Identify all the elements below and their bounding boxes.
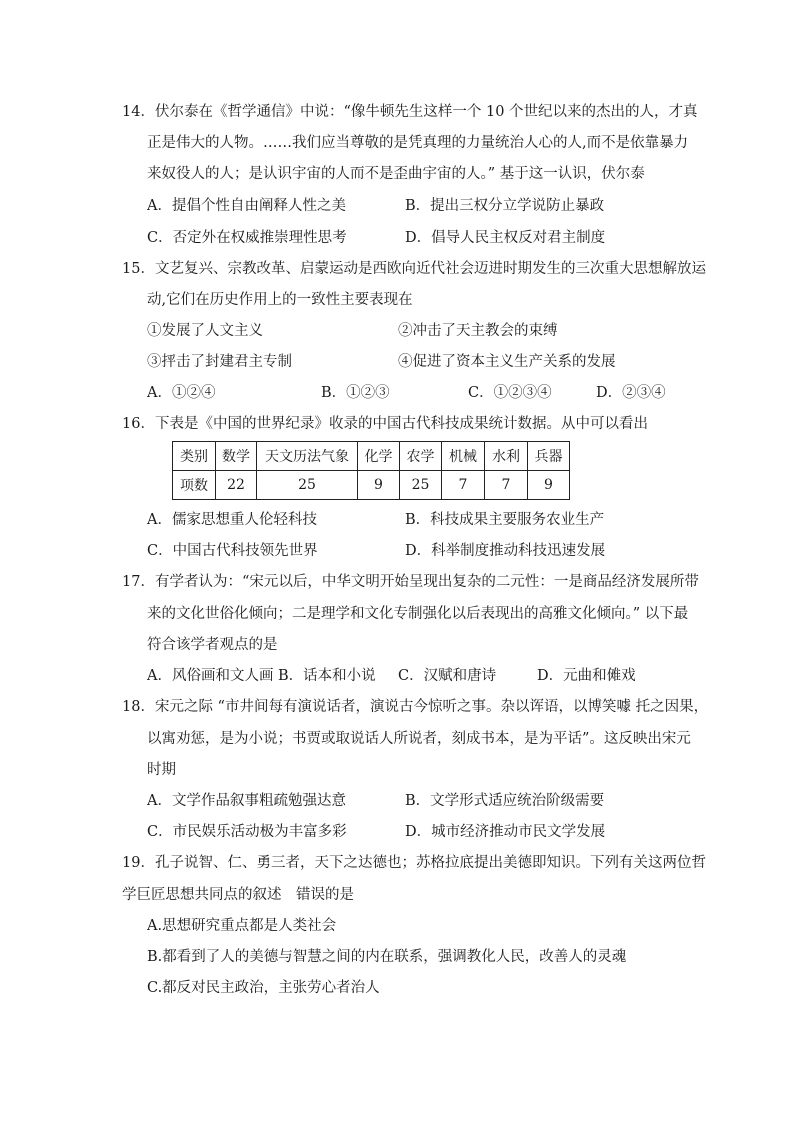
table-cell: 25	[257, 471, 358, 500]
q16-option-a: A．儒家思想重人伦轻科技	[147, 512, 317, 528]
table-header-cell: 数学	[216, 442, 257, 471]
q17-option-c: C．汉赋和唐诗	[398, 668, 497, 684]
q18-stem-line-2: 以寓劝惩，是为小说；书贾或取说话人所说者，刻成书本，是为平话”。这反映出宋元	[147, 731, 691, 747]
table-cell: 项数	[173, 471, 216, 500]
table-header-cell: 天文历法气象	[257, 442, 358, 471]
q19-option-b: B.都看到了人的美德与智慧之间的内在联系，强调教化人民，改善人的灵魂	[147, 949, 627, 965]
q19-stem-line-1: 19．孔子说智、仁、勇三者，天下之达德也；苏格拉底提出美德即知识。下列有关这两位哲	[122, 855, 706, 871]
q15-option-d: D．②③④	[596, 385, 666, 401]
table-header-cell: 化学	[358, 442, 400, 471]
table-header-cell: 农学	[400, 442, 442, 471]
q19-option-c: C.都反对民主政治，主张劳心者治人	[147, 980, 380, 996]
q19-stem-line-2: 学巨匠思想共同点的叙述 错误的是	[122, 887, 354, 903]
q17-stem-line-2: 来的文化世俗化倾向；二是理学和文化专制强化以后表现出的高雅文化倾向。” 以下最	[147, 606, 689, 622]
q16-option-c: C．中国古代科技领先世界	[147, 543, 318, 559]
table-header-cell: 机械	[442, 442, 485, 471]
table-header-cell: 类别	[173, 442, 216, 471]
q18-option-d: D．城市经济推动市民文学发展	[405, 824, 606, 840]
q17-option-b: B．话本和小说	[278, 668, 376, 684]
table-header-cell: 水利	[485, 442, 528, 471]
q15-stem-line-2: 动,它们在历史作用上的一致性主要表现在	[147, 292, 413, 308]
q15-statement-3: ③抨击了封建君主专制	[147, 354, 292, 370]
table-cell: 9	[528, 471, 570, 500]
table-cell: 7	[442, 471, 485, 500]
q17-option-d: D．元曲和傩戏	[537, 668, 636, 684]
table-cell: 22	[216, 471, 257, 500]
q14-option-a: A．提倡个性自由阐释人性之美	[147, 198, 346, 214]
q15-option-a: A．①②④	[147, 385, 216, 401]
q15-stem-line-1: 15．文艺复兴、宗教改革、启蒙运动是西欧向近代社会迈进时期发生的三次重大思想解放运	[122, 261, 706, 277]
q14-option-d: D．倡导人民主权反对君主制度	[405, 230, 606, 246]
q15-statement-4: ④促进了资本主义生产关系的发展	[398, 354, 616, 370]
table-cell: 7	[485, 471, 528, 500]
q14-option-b: B．提出三权分立学说防止暴政	[405, 198, 605, 214]
q14-option-c: C．否定外在权威推崇理性思考	[147, 230, 347, 246]
q17-option-a: A．风俗画和文人画	[147, 668, 274, 684]
q15-statement-1: ①发展了人文主义	[147, 323, 263, 339]
tech-stats-table	[172, 441, 570, 500]
table-row	[173, 471, 570, 500]
q14-stem-line-1: 14．伏尔泰在《哲学通信》中说：“像牛顿先生这样一个 10 个世纪以来的杰出的人，才真	[122, 104, 698, 120]
q15-option-b: B．①②③	[321, 385, 390, 401]
q14-stem-line-2: 正是伟大的人物。……我们应当尊敬的是凭真理的力量统治人心的人,而不是依靠暴力	[147, 135, 689, 151]
q16-option-b: B．科技成果主要服务农业生产	[405, 512, 605, 528]
q18-option-b: B．文学形式适应统治阶级需要	[405, 793, 605, 809]
q18-stem-line-3: 时期	[147, 762, 176, 778]
q16-option-d: D．科举制度推动科技迅速发展	[405, 543, 606, 559]
q15-option-c: C．①②③④	[468, 385, 552, 401]
q18-stem-line-1: 18．宋元之际 “市井间每有演说话者，演说古今惊听之事。杂以诨语，以博笑噱 托之因果，	[122, 699, 709, 715]
q17-stem-line-1: 17．有学者认为：“宋元以后，中华文明开始呈现出复杂的二元性：一是商品经济发展所带	[122, 574, 699, 590]
q15-statement-2: ②冲击了天主教会的束缚	[398, 323, 558, 339]
q18-option-a: A．文学作品叙事粗疏勉强达意	[147, 793, 346, 809]
q19-option-a: A.思想研究重点都是人类社会	[147, 918, 337, 934]
table-header-cell: 兵器	[528, 442, 570, 471]
table-cell: 9	[358, 471, 400, 500]
table-header-row	[173, 442, 570, 471]
q16-stem-line-1: 16．下表是《中国的世界纪录》收录的中国古代科技成果统计数据。从中可以看出	[122, 416, 648, 432]
q17-stem-line-3: 符合该学者观点的是	[147, 637, 278, 653]
table-cell: 25	[400, 471, 442, 500]
q14-stem-line-3: 来奴役人的人；是认识宇宙的人而不是歪曲宇宙的人。” 基于这一认识，伏尔泰	[147, 166, 645, 182]
q18-option-c: C．市民娱乐活动极为丰富多彩	[147, 824, 347, 840]
